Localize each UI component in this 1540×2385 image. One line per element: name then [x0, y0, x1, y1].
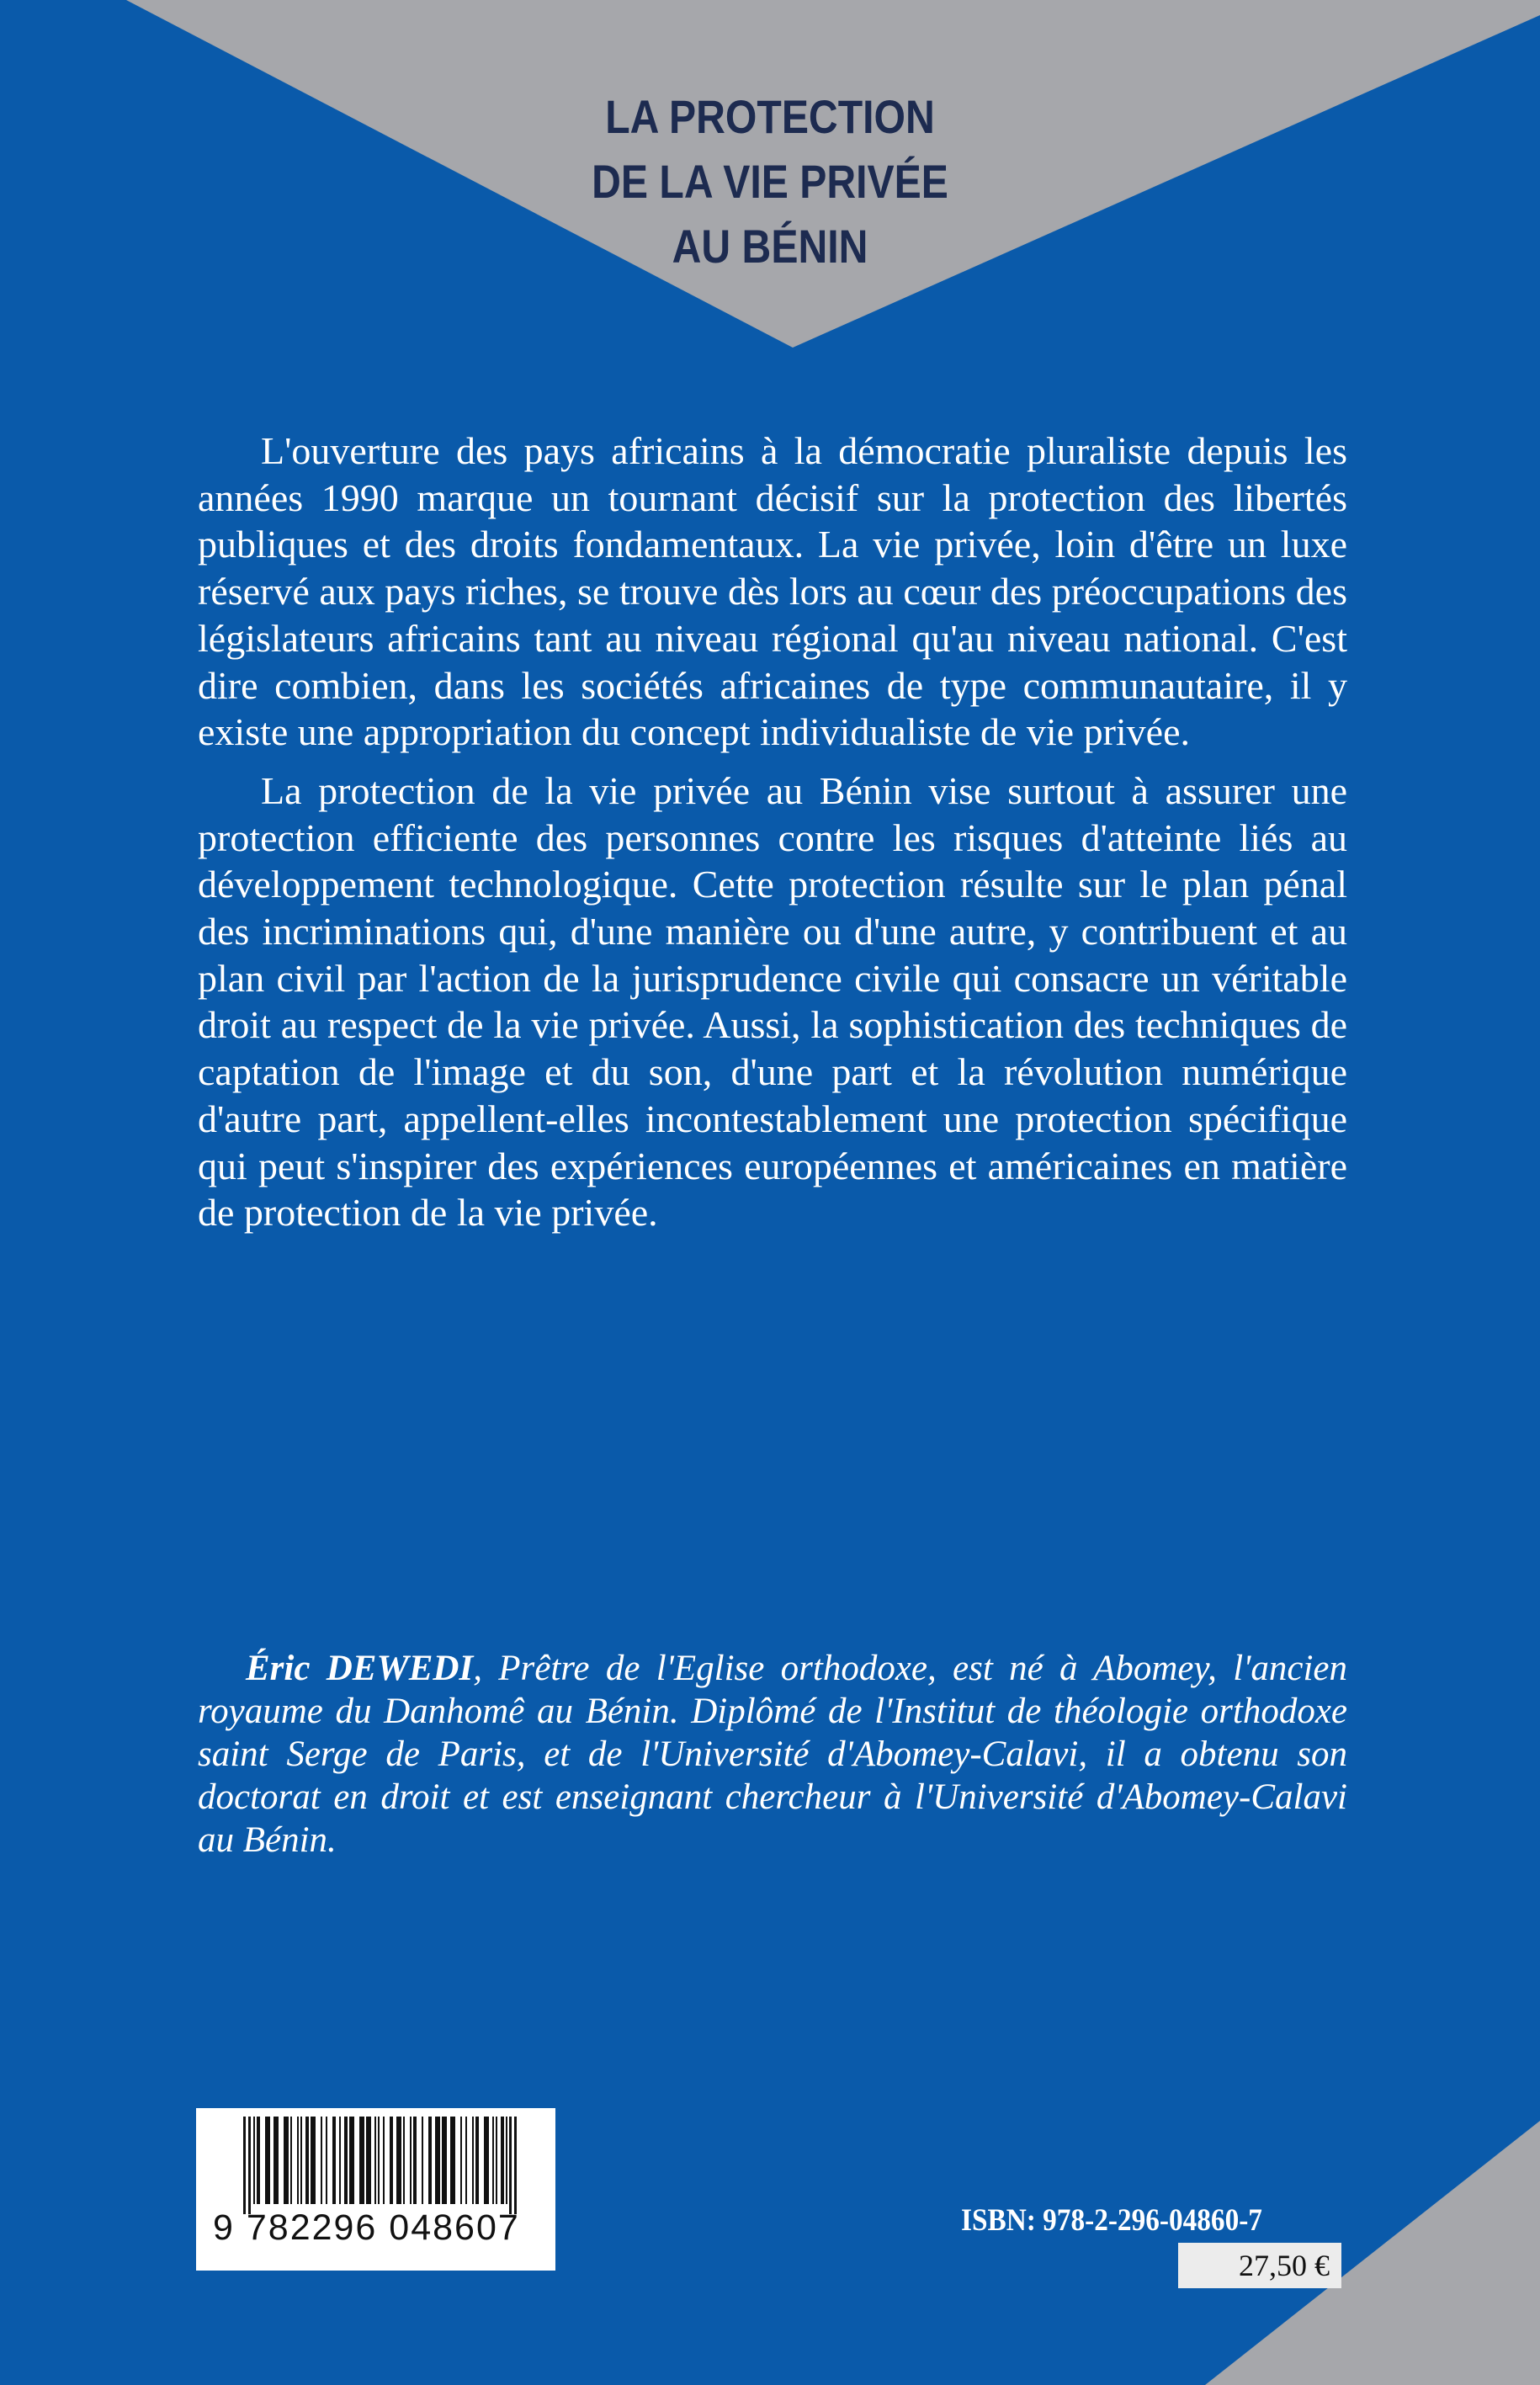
barcode-bar [284, 2117, 289, 2204]
barcode-bar [403, 2117, 405, 2204]
isbn: ISBN: 978-2-296-04860-7 [961, 2203, 1262, 2238]
barcode-bar [297, 2117, 299, 2204]
summary-paragraph: La protection de la vie privée au Bénin vise surtout à assurer une protection efficiente des personnes contre les risques d'atteinte liés au développement technologique. Cette protection résulte sur le plan pénal des incriminations qui, d'une manière ou d'une autre, y contribuent et au plan civil par l'action de la jurisprudence civile qui consacre un véritable droit au respect de la vie privée. Aussi, la sophistication des techniques de captation de l'image et du son, d'une part et la révolution numérique d'autre part, appellent-elles incontestablement une protection spécifique qui peut s'inspirer des expériences européennes et américaines en matière de protection de la vie privée. [198, 768, 1347, 1235]
barcode-bar [450, 2117, 455, 2204]
barcode-bar [514, 2117, 517, 2214]
author-name: Éric DEWEDI [246, 1649, 474, 1688]
price-sticker [1178, 2243, 1341, 2288]
barcode-bar [374, 2117, 376, 2204]
barcode-bar [305, 2117, 309, 2204]
barcode-bar [273, 2117, 279, 2204]
summary-paragraph: L'ouverture des pays africains à la démocratie pluraliste depuis les années 1990 marque un tournant décisif sur la protection des libertés publiques et des droits fondamentaux. La vie privée, loin d'être un luxe réservé aux pays riches, se trouve dès lors au cœur des préoccupations des législateurs africains tant au niveau régional qu'au niveau national. C'est dire combien, dans les sociétés africaines de type communautaire, il y existe une appropriation du concept individualiste de vie privée. [198, 429, 1347, 754]
barcode-bar [311, 2117, 316, 2204]
barcode-bar [492, 2117, 494, 2204]
barcode-bar [410, 2117, 412, 2204]
barcode-bar [290, 2117, 292, 2204]
author-bio-text: , Prêtre de l'Eglise orthodoxe, est né à Abomey, l'ancien royaume du Danhomê au Bénin. Diplômé de l'Institut de théologie orthodoxe saint Serge de Paris, et de l'Université d'Abomey-Calavi, il a obtenu son doctorat en droit et est enseignant chercheur à l'Université d'Abomey-Calavi au Bénin. [198, 1649, 1347, 1860]
barcode-bar [332, 2117, 336, 2204]
barcode-bar [506, 2117, 507, 2204]
barcode-bar [396, 2117, 401, 2204]
barcode-bar [460, 2117, 462, 2204]
title-line: AU BÉNIN [672, 220, 868, 273]
barcode-bar [349, 2117, 354, 2204]
barcode-bar [321, 2117, 322, 2204]
barcode-bar [326, 2117, 327, 2204]
book-title [553, 84, 987, 279]
barcode-bar [339, 2117, 341, 2204]
barcode-bar [501, 2117, 504, 2204]
barcode-bar [484, 2117, 489, 2204]
barcode-bar [248, 2117, 251, 2214]
barcode-bar [413, 2117, 417, 2204]
title-line: DE LA VIE PRIVÉE [592, 155, 948, 208]
barcode-bar [378, 2117, 380, 2204]
barcode-bar [265, 2117, 270, 2204]
barcode-bar [442, 2117, 447, 2204]
title-line: LA PROTECTION [605, 90, 935, 143]
barcode-bar [509, 2117, 512, 2214]
barcode-bar [383, 2117, 385, 2204]
barcode [196, 2108, 555, 2271]
book-summary [198, 428, 1347, 1248]
barcode-bar [366, 2117, 371, 2204]
barcode-digits: 9 782296 048607 [213, 2207, 520, 2248]
barcode-bar [475, 2117, 479, 2204]
price: 27,50 € [1239, 2249, 1330, 2282]
barcode-bar [243, 2117, 246, 2214]
author-bio [198, 1647, 1347, 1862]
barcode-bar [253, 2117, 255, 2204]
barcode-bar [390, 2117, 393, 2204]
barcode-bar [257, 2117, 260, 2204]
barcode-bar [422, 2117, 423, 2204]
barcode-bar [435, 2117, 440, 2204]
barcode-bar [300, 2117, 302, 2204]
barcode-bar [428, 2117, 432, 2204]
barcode-bar [344, 2117, 348, 2204]
barcode-bar [359, 2117, 364, 2204]
barcode-bars [196, 2108, 555, 2218]
barcode-bar [496, 2117, 497, 2204]
barcode-bar [465, 2117, 467, 2204]
barcode-bar [472, 2117, 474, 2204]
